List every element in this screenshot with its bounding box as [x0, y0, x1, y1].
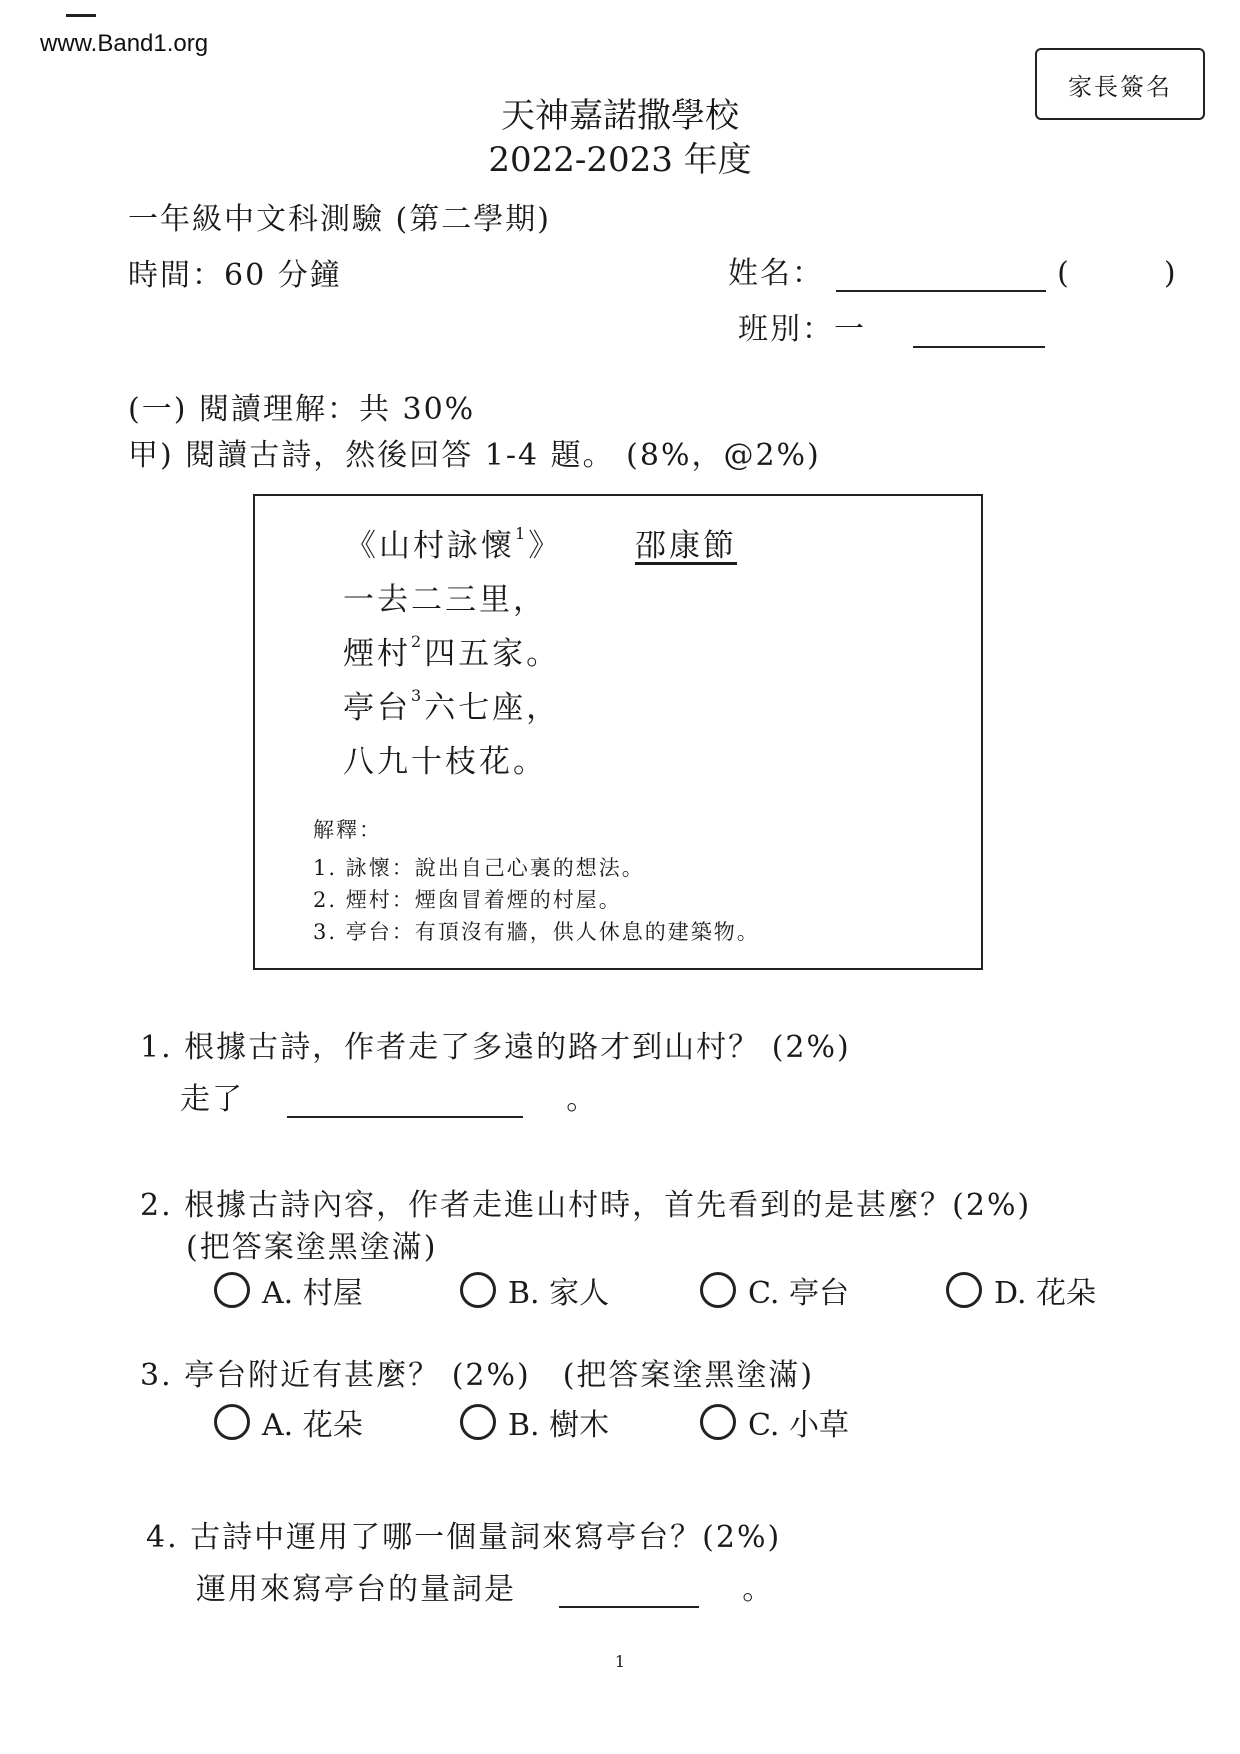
school-year: 2022-2023 年度: [488, 140, 752, 180]
footnote-marker: 3: [411, 685, 425, 705]
poem-line-2-a: 煙村: [343, 636, 411, 672]
q2-option-d[interactable]: [946, 1268, 1096, 1312]
q1-answer-prefix: 走了: [180, 1082, 244, 1117]
q2-option-d-label: D. 花朵: [994, 1276, 1097, 1311]
q2-option-b[interactable]: [460, 1268, 609, 1312]
q4-answer-prefix: 運用來寫亭台的量詞是: [196, 1572, 516, 1607]
question-2: 2. 根據古詩內容，作者走進山村時，首先看到的是甚麼？(2%): [140, 1188, 1032, 1223]
q4-answer-suffix: 。: [742, 1572, 775, 1607]
q2-option-b-label: B. 家人: [508, 1276, 610, 1311]
q2-option-a-label: A. 村屋: [262, 1276, 363, 1311]
parent-signature-label: 家長簽名: [1068, 72, 1172, 101]
radio-circle-icon[interactable]: [946, 1272, 982, 1308]
q2-option-c[interactable]: [700, 1268, 849, 1312]
poem-line-4: 八九十枝花。: [343, 744, 547, 780]
poem-line-1: 一去二三里，: [343, 582, 547, 618]
note-2: 2. 煙村：煙囱冒着煙的村屋。: [313, 888, 622, 912]
page-number: 1: [614, 1652, 626, 1671]
q2-option-a[interactable]: [214, 1268, 363, 1312]
poem-box: [253, 494, 983, 970]
name-label: 姓名：: [728, 256, 824, 291]
note-3: 3. 亭台：有頂沒有牆，供人休息的建築物。: [313, 920, 760, 944]
q3-option-a-label: A. 花朵: [262, 1408, 363, 1443]
q3-option-b[interactable]: [460, 1400, 609, 1444]
class-label: 班別：一: [738, 312, 866, 347]
name-paren-close: ): [1163, 256, 1178, 291]
question-2-hint: (把答案塗黑塗滿): [186, 1230, 438, 1265]
section-heading: (一) 閱讀理解：共 30%: [128, 392, 476, 427]
radio-circle-icon[interactable]: [214, 1404, 250, 1440]
name-paren-open: (: [1057, 256, 1071, 291]
question-1-answer: [180, 1074, 598, 1118]
radio-circle-icon[interactable]: [460, 1272, 496, 1308]
exam-time: 時間：60 分鐘: [128, 258, 342, 293]
name-field[interactable]: [728, 248, 1178, 292]
poem-title-text: 《山村詠懷: [345, 528, 515, 564]
q2-option-c-label: C. 亭台: [748, 1276, 849, 1311]
radio-circle-icon[interactable]: [700, 1272, 736, 1308]
poem-line-3: [343, 682, 560, 727]
radio-circle-icon[interactable]: [460, 1404, 496, 1440]
question-1: 1. 根據古詩，作者走了多遠的路才到山村？ (2%): [140, 1030, 851, 1065]
q1-answer-suffix: 。: [566, 1082, 599, 1117]
school-name: 天神嘉諾撒學校: [501, 96, 739, 136]
q3-option-a[interactable]: [214, 1400, 363, 1444]
poem-line-2-b: 四五家。: [424, 636, 561, 672]
part-heading: 甲) 閱讀古詩，然後回答 1-4 題。 (8%，@2%): [128, 438, 821, 473]
question-3: 3. 亭台附近有甚麼？ (2%) (把答案塗黑塗滿): [140, 1358, 815, 1393]
poem-title: [345, 520, 562, 565]
radio-circle-icon[interactable]: [214, 1272, 250, 1308]
poem-line-3-b: 六七座，: [424, 690, 561, 726]
q3-option-b-label: B. 樹木: [508, 1408, 610, 1443]
class-blank[interactable]: [913, 316, 1045, 348]
class-field[interactable]: [738, 304, 1045, 348]
site-watermark: www.Band1.org: [40, 30, 209, 57]
scan-mark: [66, 14, 96, 17]
q4-answer-blank[interactable]: [559, 1576, 699, 1608]
exam-title: 一年級中文科測驗 (第二學期): [128, 202, 551, 237]
poem-author: 邵康節: [635, 528, 737, 564]
q1-answer-blank[interactable]: [287, 1086, 523, 1118]
note-1: 1. 詠懷：說出自己心裏的想法。: [313, 856, 645, 880]
poem-line-2: [343, 628, 560, 673]
footnote-marker: 1: [515, 523, 529, 543]
poem-line-3-a: 亭台: [343, 690, 411, 726]
question-4-answer: [196, 1564, 774, 1608]
poem-title-end: 》: [528, 528, 563, 564]
q3-option-c[interactable]: [700, 1400, 849, 1444]
notes-title: 解釋：: [313, 818, 382, 842]
radio-circle-icon[interactable]: [700, 1404, 736, 1440]
footnote-marker: 2: [411, 631, 425, 651]
question-4: 4. 古詩中運用了哪一個量詞來寫亭台？(2%): [146, 1520, 782, 1555]
q3-option-c-label: C. 小草: [748, 1408, 849, 1443]
name-blank[interactable]: [836, 260, 1046, 292]
